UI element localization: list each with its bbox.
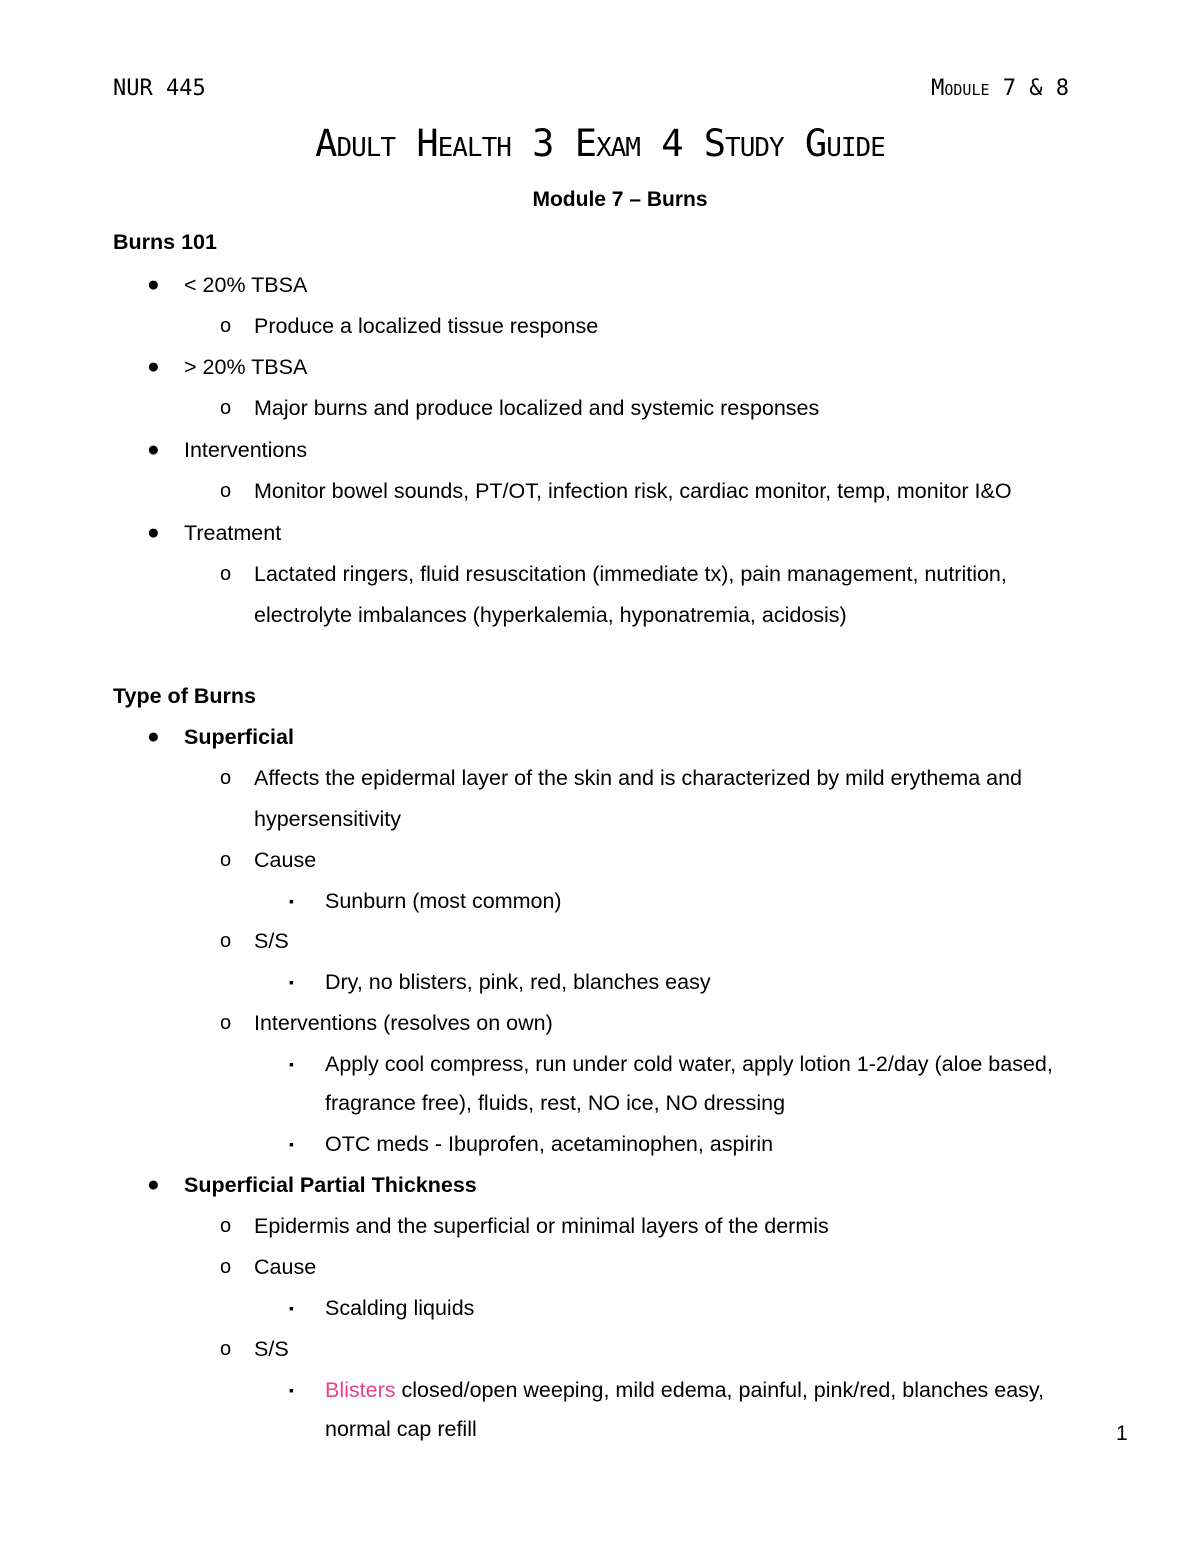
list-item <box>325 1377 1044 1403</box>
list-item-continuation: fragrance free), fluids, rest, NO ice, NO dressing <box>325 1091 786 1115</box>
section-heading-burns-101: Burns 101 <box>113 230 217 254</box>
disc-bullet: ● <box>147 521 160 544</box>
list-item: Produce a localized tissue response <box>254 314 599 338</box>
list-item-continuation: electrolyte imbalances (hyperkalemia, hyponatremia, acidosis) <box>254 603 847 627</box>
page-title: Adult Health 3 Exam 4 Study Guide <box>315 122 885 165</box>
circle-bullet: o <box>220 563 232 585</box>
list-item: < 20% TBSA <box>184 273 308 297</box>
list-item: Epidermis and the superficial or minimal layers of the dermis <box>254 1214 829 1238</box>
list-item: > 20% TBSA <box>184 355 308 379</box>
circle-bullet: o <box>220 397 232 419</box>
header-course-code: NUR 445 <box>113 76 206 101</box>
circle-bullet: o <box>220 1215 232 1237</box>
circle-bullet: o <box>220 480 232 502</box>
list-item: Dry, no blisters, pink, red, blanches easy <box>325 970 711 994</box>
list-item: S/S <box>254 929 289 953</box>
list-item-continuation: normal cap refill <box>325 1417 477 1441</box>
list-item: Affects the epidermal layer of the skin and is characterized by mild erythema and <box>254 766 1023 790</box>
square-bullet: ▪ <box>289 893 294 909</box>
header-module-range: Module 7 & 8 <box>931 76 1069 101</box>
page-number: 1 <box>1116 1422 1128 1445</box>
list-item: Superficial <box>184 725 294 749</box>
square-bullet: ▪ <box>289 1136 294 1152</box>
circle-bullet: o <box>220 315 232 337</box>
square-bullet: ▪ <box>289 1300 294 1316</box>
disc-bullet: ● <box>147 1173 160 1196</box>
disc-bullet: ● <box>147 725 160 748</box>
circle-bullet: o <box>220 849 232 871</box>
circle-bullet: o <box>220 1338 232 1360</box>
list-item: Treatment <box>184 521 282 545</box>
section-heading-type-of-burns: Type of Burns <box>113 684 256 708</box>
disc-bullet: ● <box>147 355 160 378</box>
circle-bullet: o <box>220 767 232 789</box>
highlighted-term: Blisters <box>325 1378 396 1402</box>
list-item: Lactated ringers, fluid resuscitation (immediate tx), pain management, nutrition, <box>254 562 1007 586</box>
square-bullet: ▪ <box>289 1056 294 1072</box>
list-item: Apply cool compress, run under cold water, apply lotion 1-2/day (aloe based, <box>325 1052 1053 1076</box>
list-item: OTC meds - Ibuprofen, acetaminophen, aspirin <box>325 1132 774 1156</box>
list-item: S/S <box>254 1337 289 1361</box>
list-item: Cause <box>254 1255 317 1279</box>
list-item: Interventions (resolves on own) <box>254 1011 553 1035</box>
circle-bullet: o <box>220 1256 232 1278</box>
list-item: Monitor bowel sounds, PT/OT, infection risk, cardiac monitor, temp, monitor I&O <box>254 479 1012 503</box>
page-subtitle: Module 7 – Burns <box>532 188 708 211</box>
disc-bullet: ● <box>147 438 160 461</box>
list-item: Major burns and produce localized and systemic responses <box>254 396 820 420</box>
list-item-continuation: hypersensitivity <box>254 807 401 831</box>
list-item: Scalding liquids <box>325 1296 475 1320</box>
list-item: Cause <box>254 848 317 872</box>
list-item: Superficial Partial Thickness <box>184 1173 477 1197</box>
disc-bullet: ● <box>147 273 160 296</box>
square-bullet: ▪ <box>289 974 294 990</box>
list-item: Interventions <box>184 438 308 462</box>
list-item: Sunburn (most common) <box>325 889 562 913</box>
list-item-text: closed/open weeping, mild edema, painful, pink/red, blanches easy, <box>395 1378 1045 1402</box>
square-bullet: ▪ <box>289 1382 294 1398</box>
circle-bullet: o <box>220 930 232 952</box>
circle-bullet: o <box>220 1012 232 1034</box>
